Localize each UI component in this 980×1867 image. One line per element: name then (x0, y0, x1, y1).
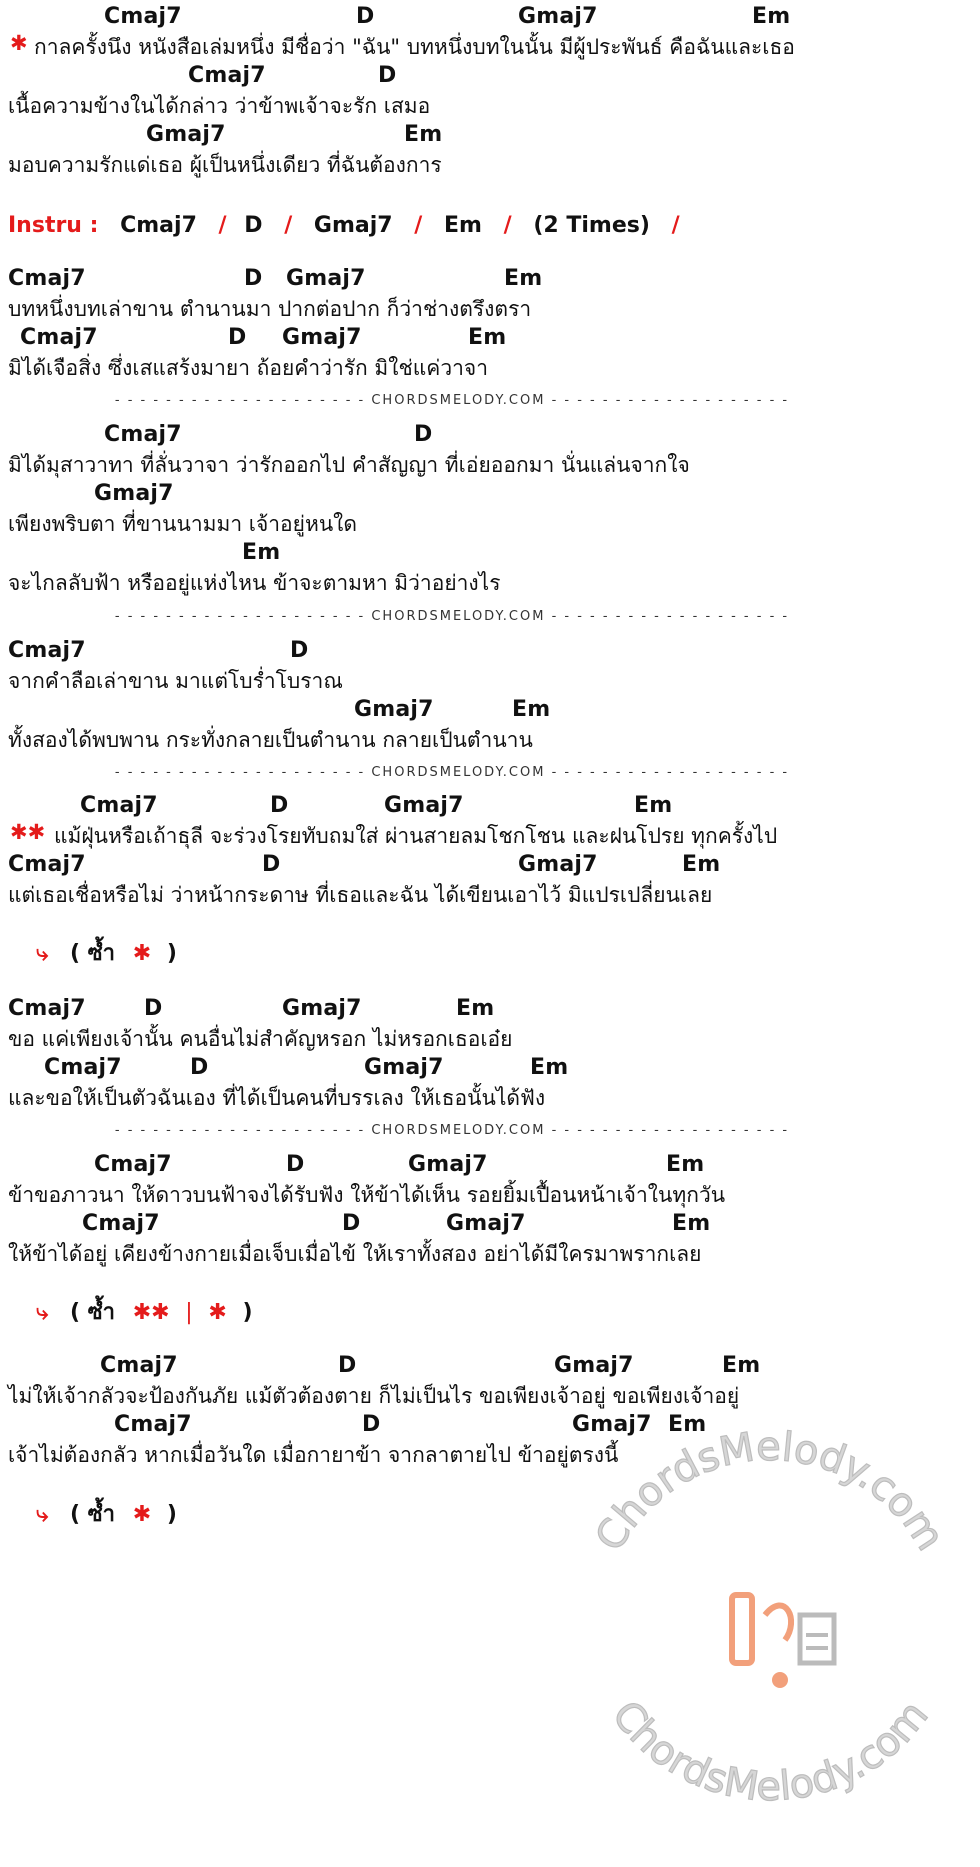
lyric: บทหนึ่งบทเล่าขาน ตำนานมา ปากต่อปาก ก็ว่าช่างตรึงตรา (8, 297, 532, 321)
chord: Em (456, 996, 495, 1021)
lyric: ไม่ให้เจ้ากลัวจะป้องกันภัย แม้ตัวต้องตาย ก็ไม่เป็นไร ขอเพียงเจ้าอยู่ ขอเพียงเจ้าอยู่ (8, 1384, 740, 1408)
chord: Gmaj7 (313, 213, 393, 238)
chord: Gmaj7 (554, 1353, 634, 1378)
divider: | (185, 1300, 193, 1325)
chord: Em (634, 793, 673, 818)
section-marker: ✱ (208, 1300, 227, 1325)
chord: D (244, 213, 263, 238)
chord-line (0, 1412, 980, 1442)
lyric-line (0, 1023, 980, 1053)
chord: Cmaj7 (104, 422, 182, 447)
arrow-icon: ⤷ (36, 1502, 49, 1527)
chord: Em (404, 122, 443, 147)
lyric-line (0, 149, 980, 179)
chord: Em (682, 852, 721, 877)
chord-line (0, 996, 980, 1026)
chord: Cmaj7 (114, 1412, 192, 1437)
section-marker: ✱✱ (132, 1300, 170, 1325)
chord: Em (752, 4, 791, 29)
chord: D (228, 325, 247, 350)
chord: Gmaj7 (364, 1055, 444, 1080)
chord: Gmaj7 (282, 996, 362, 1021)
chord: Gmaj7 (354, 697, 434, 722)
chord-separator: / (671, 213, 680, 238)
chord: Gmaj7 (282, 325, 362, 350)
section-marker: ✱ (10, 31, 28, 55)
lyric: มอบความรักแด่เธอ ผู้เป็นหนึ่งเดียว ที่ฉันต้องการ (8, 153, 442, 177)
chord: Gmaj7 (572, 1412, 652, 1437)
chord-line (0, 793, 980, 823)
chord: Gmaj7 (518, 852, 598, 877)
chord-separator: / (218, 213, 227, 238)
chord: Gmaj7 (146, 122, 226, 147)
chord: D (262, 852, 281, 877)
chord: D (286, 1152, 305, 1177)
chord: Em (722, 1353, 761, 1378)
chord: Gmaj7 (518, 4, 598, 29)
chord: Cmaj7 (8, 996, 86, 1021)
lyric-line (0, 31, 980, 61)
chord: Cmaj7 (104, 4, 182, 29)
chord-line (0, 1211, 980, 1241)
repeat-word: ซ้ำ (87, 941, 116, 966)
lyric-line (0, 1238, 980, 1268)
lyric: ทั้งสองได้พบพาน กระทั่งกลายเป็นตำนาน กลายเป็นตำนาน (8, 728, 533, 752)
chord: Em (242, 540, 281, 565)
chord-separator: / (503, 213, 512, 238)
chord-line (0, 481, 980, 511)
lyric-line (0, 352, 980, 382)
lyric-line (0, 820, 980, 850)
lyric-line (0, 1380, 980, 1410)
chord: D (356, 4, 375, 29)
lyric: กาลครั้งนึง หนังสือเล่มหนึ่ง มีชื่อว่า "ฉัน" บทหนึ่งบทในนั้น มีผู้ประพันธ์ คือฉันและเธอ (34, 35, 795, 59)
lyric-line (0, 508, 980, 538)
chord: Cmaj7 (8, 638, 86, 663)
chord: Em (512, 697, 551, 722)
chord: Gmaj7 (94, 481, 174, 506)
chord: Gmaj7 (408, 1152, 488, 1177)
chord-line (0, 63, 980, 93)
lyric: เนื้อความข้างในได้กล่าว ว่าข้าพเจ้าจะรัก เสมอ (8, 94, 431, 118)
chord-separator: / (284, 213, 293, 238)
chord: D (342, 1211, 361, 1236)
arrow-icon: ⤷ (36, 1300, 49, 1325)
repeat-count: (2 Times) (533, 213, 650, 238)
chord: Cmaj7 (82, 1211, 160, 1236)
chord: Cmaj7 (8, 852, 86, 877)
chord: Em (668, 1412, 707, 1437)
watermark-text-top: ChordsMelody.com (586, 1423, 954, 1559)
lyric-line (0, 1439, 980, 1469)
chord: Gmaj7 (446, 1211, 526, 1236)
arrow-icon: ⤷ (36, 941, 49, 966)
chord: D (190, 1055, 209, 1080)
guitar-music-note-icon (732, 1595, 834, 1688)
chord: Em (666, 1152, 705, 1177)
watermark-text-bottom: ChordsMelody.com (602, 1692, 938, 1811)
chord: Em (530, 1055, 569, 1080)
lyric-line (0, 90, 980, 120)
separator: - - - - - - - - - - - - - - - - - - - - CHORDSMELODY.COM - - - - - - - - - - - - - - - - - - - (114, 765, 790, 780)
lyric-line (0, 1179, 980, 1209)
lyric-line (0, 567, 980, 597)
chord: Cmaj7 (20, 325, 98, 350)
chord: Gmaj7 (384, 793, 464, 818)
chord: Gmaj7 (286, 266, 366, 291)
chord: Cmaj7 (80, 793, 158, 818)
paren: ( (70, 1502, 81, 1527)
lyric-line (0, 1082, 980, 1112)
chord-line (0, 325, 980, 355)
section-marker: ✱ (132, 1502, 152, 1527)
paren: ) (242, 1300, 253, 1325)
lyric-line (0, 879, 980, 909)
lyric: จากคำลือเล่าขาน มาแต่โบร่ำโบราณ (8, 669, 343, 693)
chord-line (0, 852, 980, 882)
chord: Cmaj7 (188, 63, 266, 88)
repeat-word: ซ้ำ (87, 1300, 116, 1325)
chord: Cmaj7 (8, 266, 86, 291)
chord-line (0, 266, 980, 296)
separator: - - - - - - - - - - - - - - - - - - - - CHORDSMELODY.COM - - - - - - - - - - - - - - - - - - - (114, 609, 790, 624)
chord-line (0, 697, 980, 727)
lyric-line (0, 724, 980, 754)
chord-line (0, 1353, 980, 1383)
lyric: เจ้าไม่ต้องกลัว หากเมื่อวันใด เมื่อกายาข้า จากลาตายไป ข้าอยู่ตรงนี้ (8, 1443, 619, 1467)
lyric: ขอ แค่เพียงเจ้านั้น คนอื่นไม่สำคัญหรอก ไม่หรอกเธอเอ๋ย (8, 1027, 513, 1051)
chord-line (0, 638, 980, 668)
chord: D (270, 793, 289, 818)
separator: - - - - - - - - - - - - - - - - - - - - CHORDSMELODY.COM - - - - - - - - - - - - - - - - - - - (114, 393, 790, 408)
chord: Cmaj7 (120, 213, 197, 238)
lyric-line (0, 293, 980, 323)
chord-separator: / (414, 213, 423, 238)
paren: ) (166, 941, 177, 966)
chord: D (414, 422, 433, 447)
chord: D (290, 638, 309, 663)
lyric: และขอให้เป็นตัวฉันเอง ที่ได้เป็นคนที่บรรเลง ให้เธอนั้นได้ฟัง (8, 1086, 546, 1110)
section-marker: ✱✱ (10, 820, 46, 844)
chord: D (362, 1412, 381, 1437)
lyric: มิได้เจือสิ่ง ซึ่งเสแสร้งมายา ถ้อยคำว่ารัก มิใช่แค่วาจา (8, 356, 489, 380)
chord: D (144, 996, 163, 1021)
chord-line (0, 122, 980, 152)
lyric: มิได้มุสาวาทา ที่ลั่นวาจา ว่ารักออกไป คำสัญญา ที่เอ่ยออกมา นั่นแล่นจากใจ (8, 453, 690, 477)
chord: D (338, 1353, 357, 1378)
chord: Cmaj7 (94, 1152, 172, 1177)
chord-line (0, 422, 980, 452)
lyric: ข้าขอภาวนา ให้ดาวบนฟ้าจงได้รับฟัง ให้ข้าได้เห็น รอยยิ้มเปื้อนหน้าเจ้าในทุกวัน (8, 1183, 726, 1207)
paren: ( (70, 1300, 81, 1325)
separator: - - - - - - - - - - - - - - - - - - - - CHORDSMELODY.COM - - - - - - - - - - - - - - - - - - - (114, 1123, 790, 1138)
lyric: เพียงพริบตา ที่ขานนามมา เจ้าอยู่หนใด (8, 512, 358, 536)
chord: Em (468, 325, 507, 350)
lyric: แต่เธอเชื่อหรือไม่ ว่าหน้ากระดาษ ที่เธอและฉัน ได้เขียนเอาไว้ มิแปรเปลี่ยนเลย (8, 883, 713, 907)
paren: ) (166, 1502, 177, 1527)
chord: D (244, 266, 263, 291)
chord: Em (444, 213, 482, 238)
lyric: จะไกลลับฟ้า หรืออยู่แห่งไหน ข้าจะตามหา มิว่าอย่างไร (8, 571, 501, 595)
section-marker: ✱ (132, 941, 152, 966)
instrumental-line (8, 213, 680, 238)
paren: ( (70, 941, 81, 966)
repeat-instruction (36, 1294, 253, 1329)
chord: Em (504, 266, 543, 291)
chord-line (0, 540, 980, 570)
chord: Cmaj7 (44, 1055, 122, 1080)
chord: D (378, 63, 397, 88)
chord: Cmaj7 (100, 1353, 178, 1378)
lyric: แม้ฝุ่นหรือเถ้าธุลี จะร่วงโรยทับถมใส่ ผ่านสายลมโชกโชน และฝนโปรย ทุกครั้งไป (54, 824, 778, 848)
repeat-instruction (36, 935, 177, 970)
repeat-word: ซ้ำ (87, 1502, 116, 1527)
repeat-instruction (36, 1496, 177, 1531)
lyric: ให้ข้าได้อยู่ เคียงข้างกายเมื่อเจ็บเมื่อไข้ ให้เราทั้งสอง อย่าได้มีใครมาพรากเลย (8, 1242, 702, 1266)
chord-line (0, 1055, 980, 1085)
chord: Em (672, 1211, 711, 1236)
lyric-line (0, 665, 980, 695)
instru-label: Instru : (8, 213, 99, 238)
lyric-line (0, 449, 980, 479)
chord-line (0, 4, 980, 34)
chord-line (0, 1152, 980, 1182)
